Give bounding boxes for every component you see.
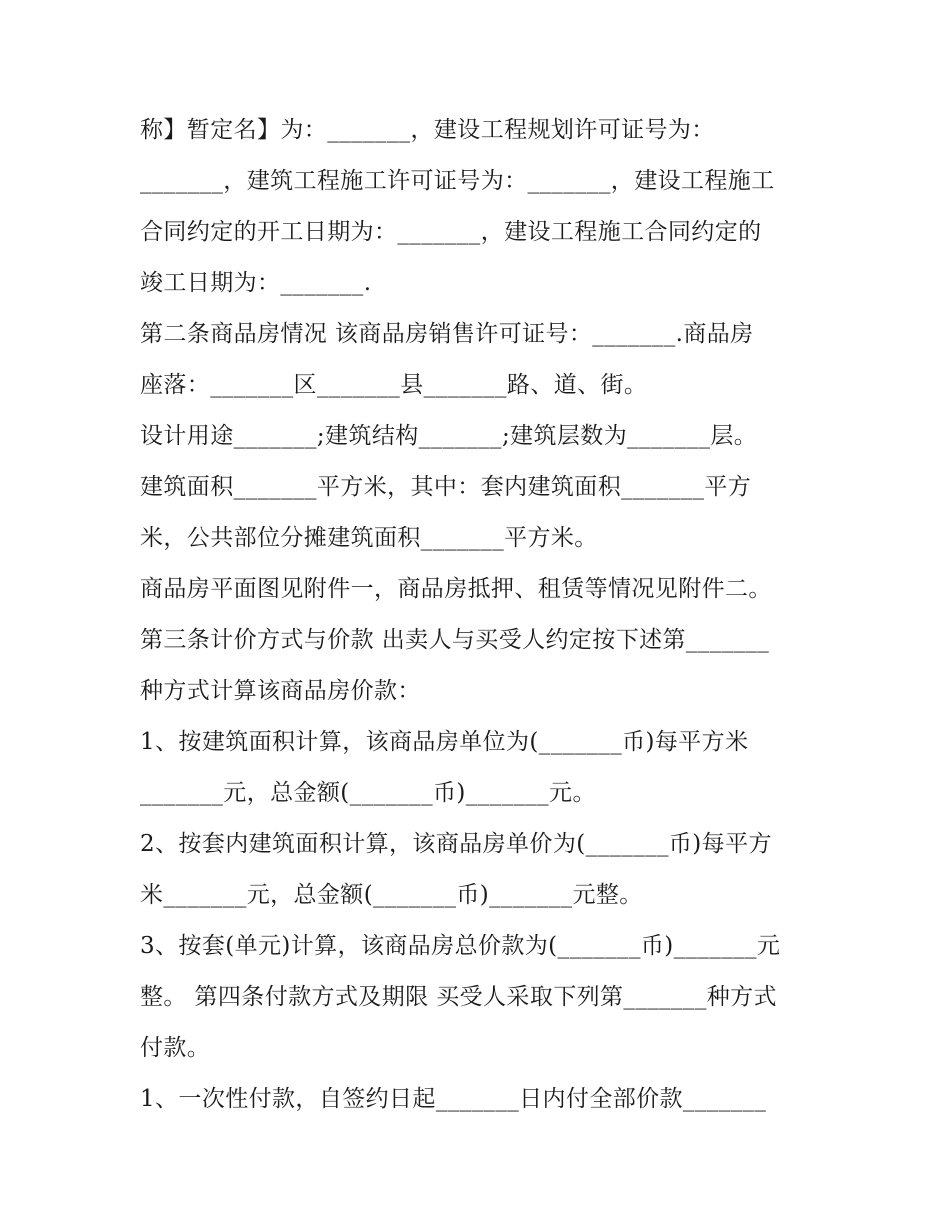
text-line: _______元，总金额(_______币)_______元。 xyxy=(140,780,596,806)
text-line: 2、按套内建筑面积计算，该商品房单价为(_______币)每平方 xyxy=(140,831,772,857)
text-line: 第二条商品房情况 该商品房销售许可证号：_______.商品房 xyxy=(140,321,754,347)
text-line: 米，公共部位分摊建筑面积_______平方米。 xyxy=(140,525,598,551)
text-line: 称】暂定名】为：_______，建设工程规划许可证号为： xyxy=(140,117,715,143)
text-line: 第三条计价方式与价款 出卖人与买受人约定按下述第_______ xyxy=(140,627,770,653)
text-line: 1、一次性付款，自签约日起_______日内付全部价款_______ xyxy=(140,1086,767,1112)
text-line: 竣工日期为：_______. xyxy=(140,270,372,296)
text-line: 米_______元，总金额(_______币)_______元整。 xyxy=(140,882,643,908)
text-line: _______，建筑工程施工许可证号为：_______，建设工程施工 xyxy=(140,168,775,194)
text-line: 整。 第四条付款方式及期限 买受人采取下列第_______种方式 xyxy=(140,984,777,1010)
text-line: 3、按套(单元)计算，该商品房总价款为(_______币)_______元 xyxy=(140,933,781,959)
text-line: 设计用途_______;建筑结构_______;建筑层数为_______层。 xyxy=(140,423,758,449)
text-line: 座落：_______区_______县_______路、道、街。 xyxy=(140,372,648,398)
text-line: 建筑面积_______平方米，其中：套内建筑面积_______平方 xyxy=(140,474,752,500)
text-line: 种方式计算该商品房价款： xyxy=(140,678,421,704)
text-line: 付款。 xyxy=(140,1035,211,1061)
text-line: 合同约定的开工日期为：_______，建设工程施工合同约定的 xyxy=(140,219,762,245)
text-line: 1、按建筑面积计算，该商品房单位为(_______币)每平方米 xyxy=(140,729,749,755)
text-line: 商品房平面图见附件一，商品房抵押、租赁等情况见附件二。 xyxy=(140,576,772,602)
